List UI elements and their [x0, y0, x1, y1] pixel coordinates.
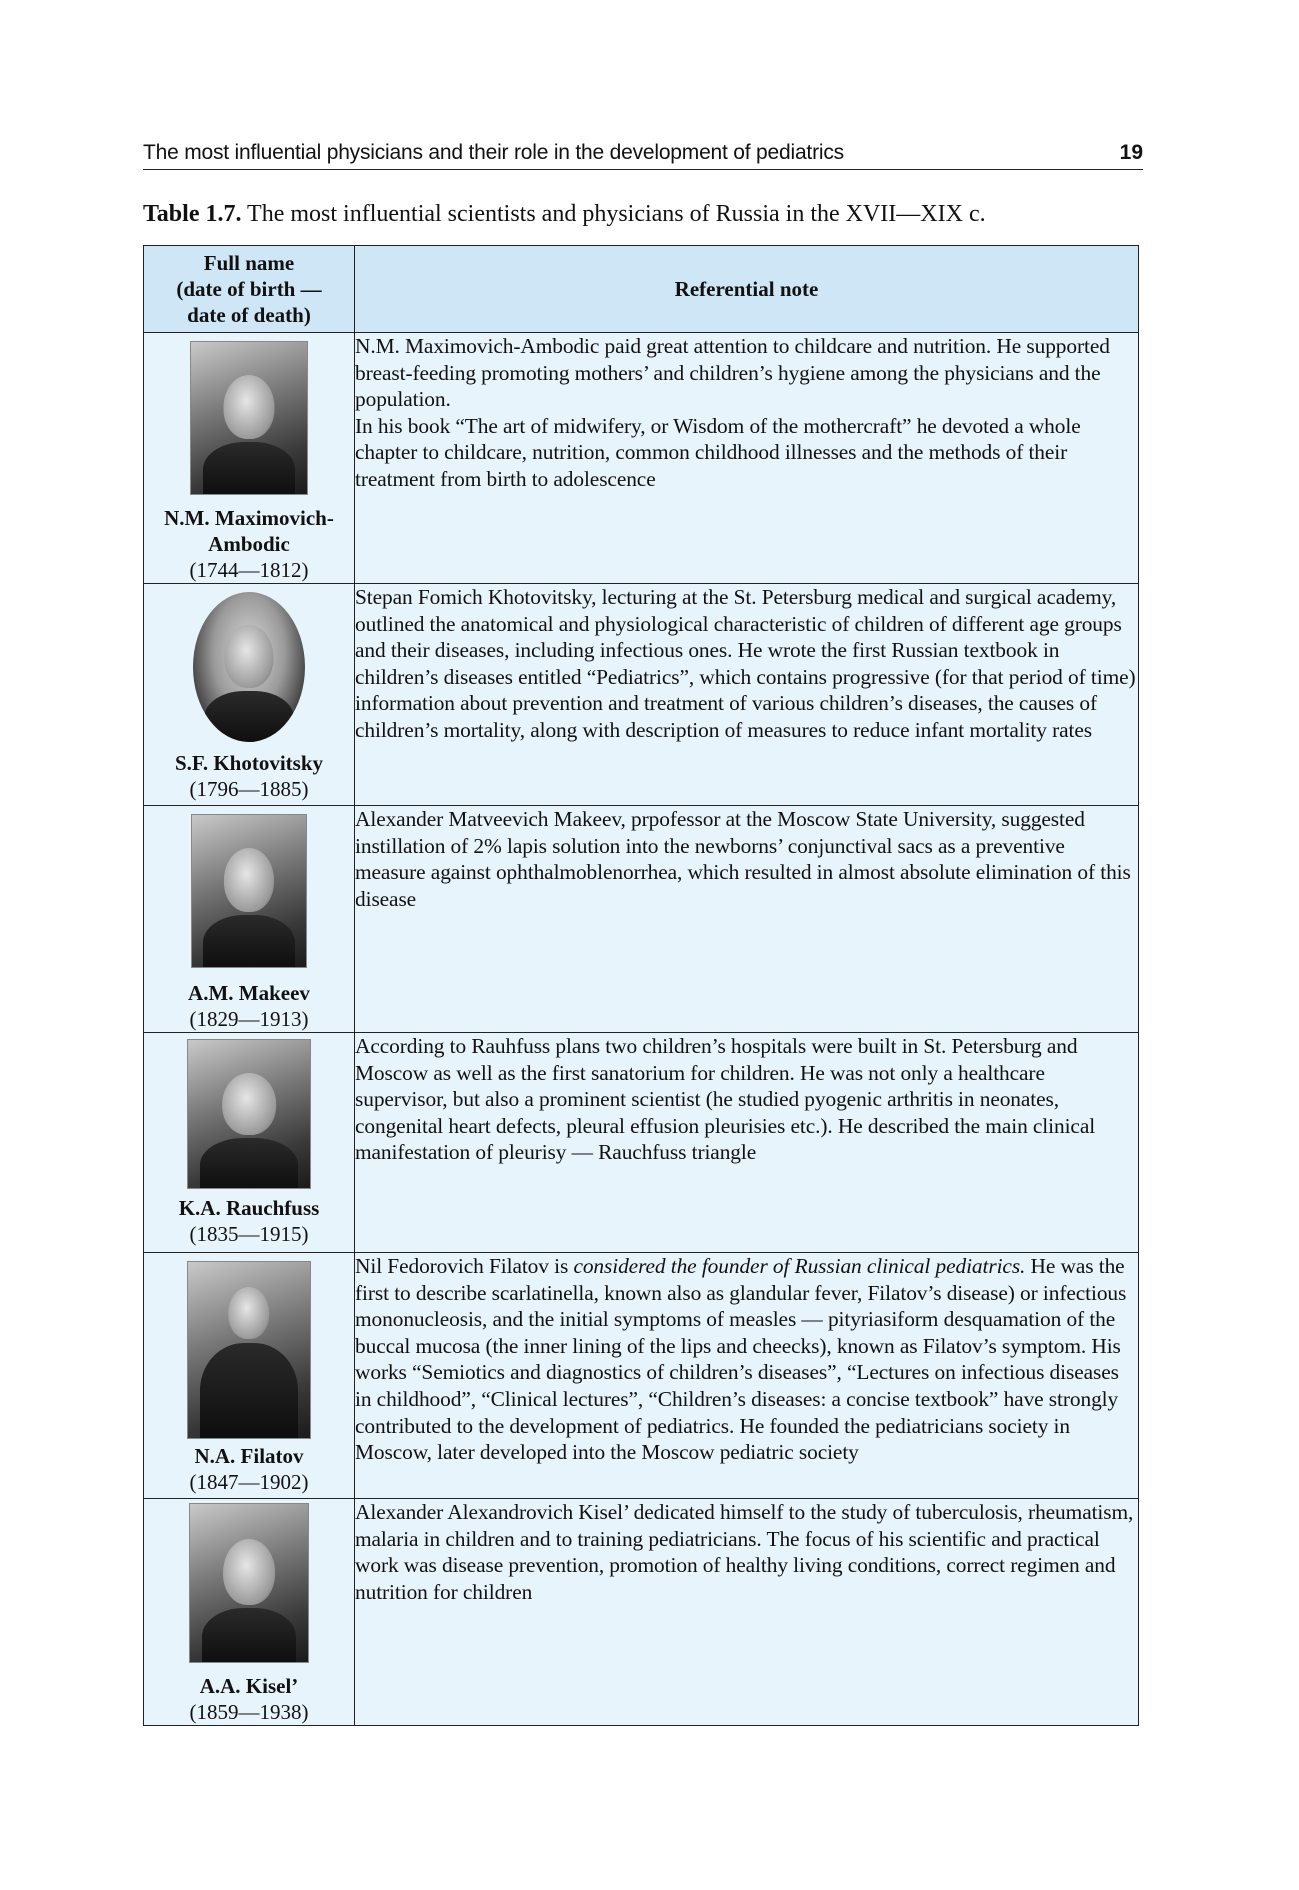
note-cell: [355, 1499, 1139, 1726]
physician-name: A.A. Kisel’: [199, 1674, 299, 1698]
caption-text: The most influential scientists and physicians of Russia in the XVII—XIX c.: [241, 201, 986, 227]
note-cell: [355, 1033, 1139, 1253]
name-cell: [144, 1033, 355, 1253]
page-number: 19: [1119, 141, 1143, 164]
caption-label: Table 1.7.: [143, 201, 242, 227]
life-dates: (1835—1915): [189, 1222, 309, 1246]
life-dates: (1847—1902): [189, 1470, 309, 1494]
physician-name: S.F. Khotovitsky: [174, 751, 323, 775]
table-row: [144, 806, 1139, 1033]
note-paragraph: Stepan Fomich Khotovitsky, lecturing at the St. Petersburg medical and surgical academy, outlined the anatomical and physiological characteristic of children of different age groups and their diseases, including infectious ones. He wrote the first Russian textbook in children’s diseases entitled “Pediatrics”, which contains progressive (for that period of time) information about prevention and treatment of various children’s diseases, the causes of children’s mortality, along with description of measures to reduce infant mortality rates: [355, 585, 1136, 742]
name-cell: [144, 333, 355, 584]
portrait-photo: [187, 1261, 311, 1439]
portrait-photo: [193, 592, 305, 742]
table-row: [144, 1253, 1139, 1499]
life-dates: (1829—1913): [189, 1007, 309, 1031]
note-paragraph: Alexander Matveevich Makeev, prpofessor at the Moscow State University, suggested instillation of 2% lapis solution into the newborns’ conjunctival sacs as a preventive measure against ophthalmoblenorrhea, which resulted in almost absolute elimination of this disease: [355, 807, 1131, 911]
name-cell: [144, 806, 355, 1033]
running-title: The most influential physicians and their role in the development of pediatrics: [143, 141, 844, 164]
life-dates: (1859—1938): [189, 1700, 309, 1724]
note-cell: [355, 333, 1139, 584]
life-dates: (1744—1812): [189, 558, 309, 582]
running-head: [143, 137, 1143, 170]
portrait-photo: [189, 1503, 309, 1663]
name-cell: [144, 584, 355, 806]
portrait-photo: [191, 814, 307, 968]
note-paragraph: N.M. Maximovich-Ambodic paid great attention to childcare and nutrition. He supported breast-feeding promoting mothers’ and children’s hygiene among the physicians and the population.: [355, 334, 1110, 412]
physician-name: N.A. Filatov: [194, 1444, 304, 1468]
col-header-full-name: Full name (date of birth — date of death): [144, 246, 355, 333]
name-cell: [144, 1253, 355, 1499]
physician-name: N.M. Maximovich- Ambodic: [164, 506, 334, 556]
table-row: [144, 1499, 1139, 1726]
table-row: [144, 1033, 1139, 1253]
note-paragraph: According to Rauhfuss plans two children’s hospitals were built in St. Petersburg and Moscow as well as the first sanatorium for children. He was not only a healthcare supervisor, but also a prominent scientist (he studied pyogenic arthritis in neonates, congenital heart defects, pleural effusion pleurisies etc.). He described the main clinical manifestation of pleurisy — Rauchfuss triangle: [355, 1034, 1096, 1165]
note-cell: [355, 1253, 1139, 1499]
table-caption: [143, 201, 986, 228]
portrait-photo: [190, 341, 308, 495]
table-row: [144, 584, 1139, 806]
physicians-table: [143, 245, 1139, 1726]
note-paragraph: Alexander Alexandrovich Kisel’ dedicated himself to the study of tuberculosis, rheumatism, malaria in children and to training pediatricians. The focus of his scientific and practical work was disease prevention, promotion of healthy living conditions, correct regimen and nutrition for children: [355, 1500, 1134, 1604]
table-header-row: [144, 246, 1139, 333]
note-cell: [355, 806, 1139, 1033]
life-dates: (1796—1885): [189, 777, 309, 801]
portrait-photo: [187, 1039, 311, 1189]
note-paragraph: Nil Fedorovich Filatov is considered the founder of Russian clinical pediatrics. He was the first to describe scarlatinella, known also as glandular fever, Filatov’s disease) or infectious mononucleosis, and the initial symptoms of measles — pityriasiform desquamation of the buccal mucosa (the inner lining of the lips and cheecks), known as Filatov’s symptom. His works “Semiotics and diagnostics of children’s diseases”, “Lectures on infectious diseases in childhood”, “Clinical lectures”, “Children’s diseases: a concise textbook” have strongly contributed to the development of pediatrics. He founded the pediatricians society in Moscow, later developed into the Moscow pediatric society: [355, 1254, 1127, 1465]
name-cell: [144, 1499, 355, 1726]
table-row: [144, 333, 1139, 584]
col-header-referential-note: Referential note: [355, 246, 1139, 333]
physician-name: K.A. Rauchfuss: [178, 1196, 320, 1220]
note-paragraph: In his book “The art of midwifery, or Wisdom of the mothercraft” he devoted a whole chapter to childcare, nutrition, common childhood illnesses and the methods of their treatment from birth to adolescence: [355, 413, 1081, 491]
physician-name: A.M. Makeev: [188, 981, 310, 1005]
note-cell: [355, 584, 1139, 806]
